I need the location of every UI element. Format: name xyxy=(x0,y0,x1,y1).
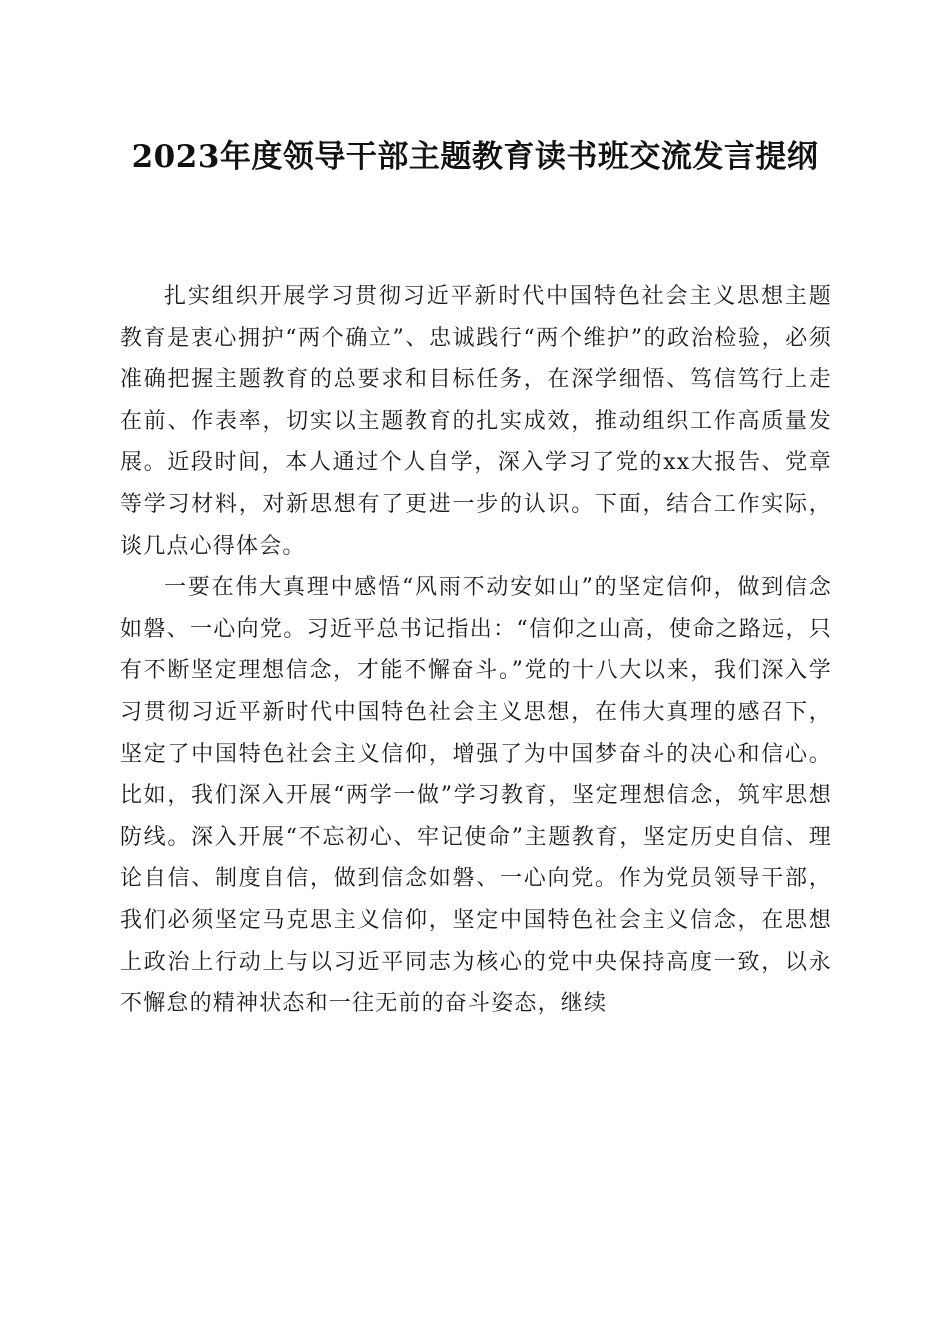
document-body xyxy=(120,276,832,1025)
document-title: 2023年度领导干部主题教育读书班交流发言提纲 xyxy=(131,139,819,175)
paragraph-point-one: 一要在伟大真理中感悟“风雨不动安如山”的坚定信仰，做到信念如磐、一心向党。习近平总书记指出：“信仰之山高，使命之路远，只有不断坚定理想信念，才能不懈奋斗。”党的十八大以来，我们深入学习贯彻习近平新时代中国特色社会主义思想，在伟大真理的感召下，坚定了中国特色社会主义信仰，增强了为中国梦奋斗的决心和信心。比如，我们深入开展“两学一做”学习教育，坚定理想信念，筑牢思想防线。深入开展“不忘初心、牢记使命”主题教育，坚定历史自信、理论自信、制度自信，做到信念如磐、一心向党。作为党员领导干部，我们必须坚定马克思主义信仰，坚定中国特色社会主义信念，在思想上政治上行动上与以习近平同志为核心的党中央保持高度一致，以永不懈怠的精神状态和一往无前的奋斗姿态，继续 xyxy=(120,575,832,1017)
paragraph-intro: 扎实组织开展学习贯彻习近平新时代中国特色社会主义思想主题教育是衷心拥护“两个确立”、忠诚践行“两个维护”的政治检验，必须准确把握主题教育的总要求和目标任务，在深学细悟、笃信笃行上走在前、作表率，切实以主题教育的扎实成效，推动组织工作高质量发展。近段时间，本人通过个人自学，深入学习了党的xx大报告、党章等学习材料，对新思想有了更进一步的认识。下面，结合工作实际，谈几点心得体会。 xyxy=(120,284,832,559)
